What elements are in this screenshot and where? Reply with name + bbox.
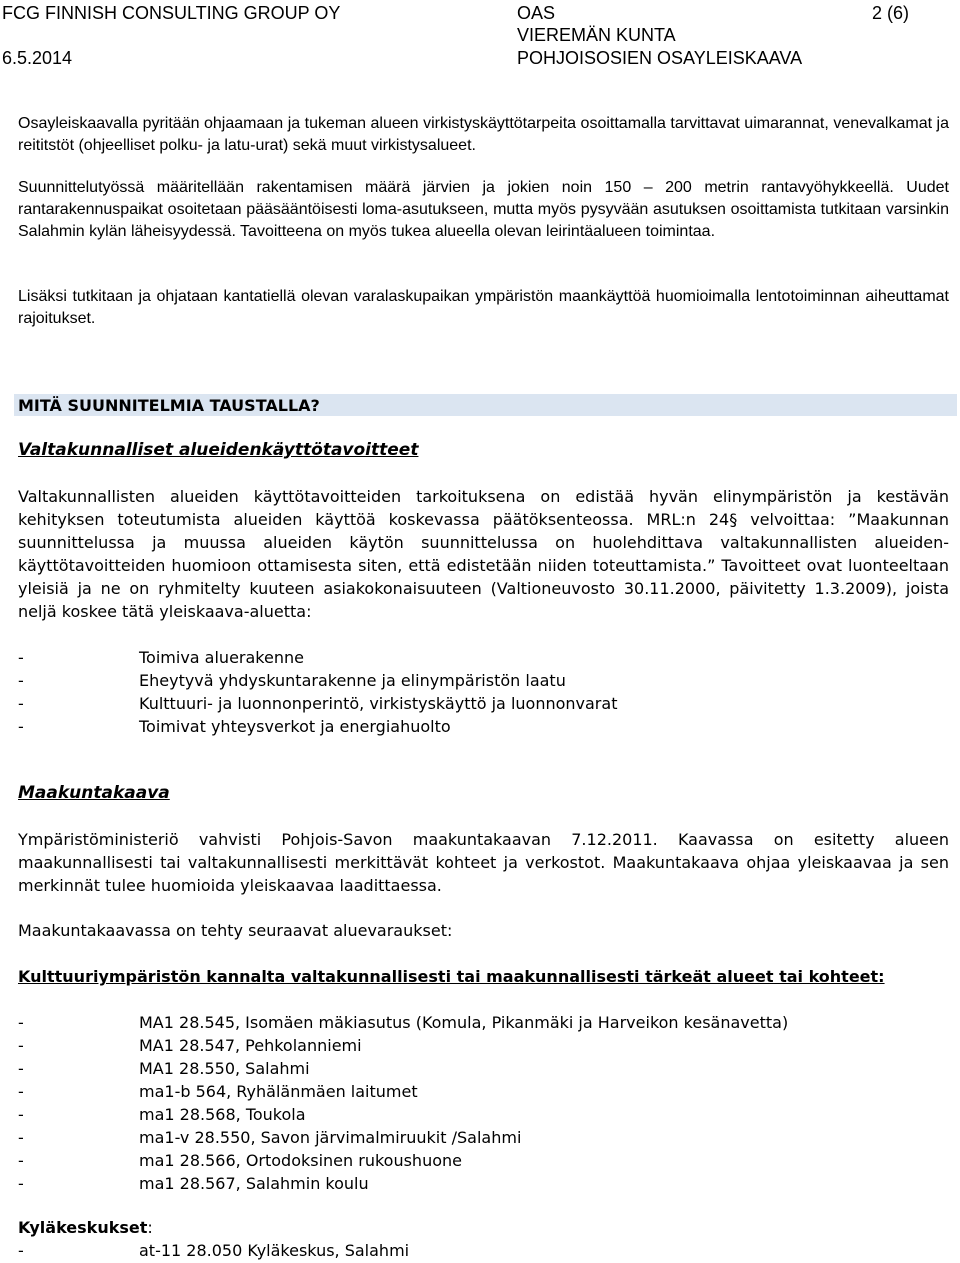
list-dash: - xyxy=(18,1241,24,1260)
village-heading: Kyläkeskukset xyxy=(18,1218,148,1237)
list-item xyxy=(18,1057,949,1080)
list-dash: - xyxy=(18,1151,24,1170)
list-item-text: MA1 28.547, Pehkolanniemi xyxy=(139,1036,362,1055)
list-dash: - xyxy=(18,1128,24,1147)
list-item-text: at-11 28.050 Kyläkeskus, Salahmi xyxy=(139,1241,410,1260)
list-item xyxy=(18,1103,949,1126)
intro-paragraph-1: Osayleiskaavalla pyritään ohjaamaan ja tukeman alueen virkistyskäyttötarpeita osoittamalla tarvittavat uimarannat, venevalkamat ja reititstöt (ohjeelliset polku- ja latu-urat) sekä muut virkistysalueet. xyxy=(18,115,949,154)
list-item-text: ma1 28.567, Salahmin koulu xyxy=(139,1174,369,1193)
village-heading-colon: : xyxy=(147,1218,153,1237)
list-item-text: Kulttuuri- ja luonnonperintö, virkistyskäyttö ja luonnonvarat xyxy=(139,694,618,713)
section-heading: MITÄ SUUNNITELMIA TAUSTALLA? xyxy=(18,396,320,415)
list-dash: - xyxy=(18,694,24,713)
list-item-text: ma1-v 28.550, Savon järvimalmiruukit /Salahmi xyxy=(139,1128,522,1147)
list-item-text: MA1 28.545, Isomäen mäkiasutus (Komula, Pikanmäki ja Harveikon kesänavetta) xyxy=(139,1013,789,1032)
list-item xyxy=(18,1149,949,1172)
village-centre-list xyxy=(18,1239,949,1262)
list-item-text: ma1 28.568, Toukola xyxy=(139,1105,306,1124)
list-dash: - xyxy=(18,1082,24,1101)
list-dash: - xyxy=(18,1174,24,1193)
list-dash: - xyxy=(18,648,24,667)
mk-paragraph-1: Ympäristöministeriö vahvisti Pohjois-Savon maakuntakaavan 7.12.2011. Kaavassa on esitetty alueen maakunnallisesti tai valtakunnallisesti merkittävät kohteet ja verkostot. Maakuntakaava ohjaa yleiskaavaa ja sen merkinnät tulee huomioida yleiskaavaa laadittaessa. xyxy=(18,830,949,895)
list-item xyxy=(18,1239,949,1262)
vat-paragraph: Valtakunnallisten alueiden käyttötavoitteiden tarkoituksena on edistää hyvän elinympäristön ja kestävän kehityksen toteutumista alueiden käyttöä koskevassa päätöksenteossa. MRL:n 24§ velvoittaa: ”Maakunnan suunnittelussa ja muussa alueiden käytön suunnittelussa on huolehdittava valtakunnallisten alueiden-käyttötavoitteiden huomioon ottamisesta siten, että edistetään niiden toteuttamista.” Tavoitteet ovat luonteeltaan yleisiä ja ne on ryhmitelty kuuteen asiakokonaisuuteen (Valtioneuvosto 30.11.2000, päivitetty 1.3.2009), joista neljä koskee tätä yleiskaava-aluetta: xyxy=(18,487,949,621)
list-item xyxy=(18,1080,949,1103)
list-item xyxy=(18,692,949,715)
header-page-number: 2 (6) xyxy=(872,3,910,23)
list-item-text: ma1-b 564, Ryhälänmäen laitumet xyxy=(139,1082,418,1101)
village-heading-line xyxy=(18,1216,949,1239)
list-item xyxy=(18,669,949,692)
header-company: FCG FINNISH CONSULTING GROUP OY xyxy=(2,3,341,23)
section-heading-bar xyxy=(14,394,957,416)
list-dash: - xyxy=(18,717,24,736)
list-item xyxy=(18,1126,949,1149)
vat-goal-list xyxy=(18,646,949,738)
mk-heading: Maakuntakaava xyxy=(18,783,170,803)
list-dash: - xyxy=(18,1105,24,1124)
header-municipality: VIEREMÄN KUNTA xyxy=(517,25,676,45)
list-item xyxy=(18,1034,949,1057)
list-dash: - xyxy=(18,1036,24,1055)
list-item-text: ma1 28.566, Ortodoksinen rukoushuone xyxy=(139,1151,462,1170)
intro-paragraph-3: Lisäksi tutkitaan ja ohjataan kantatiellä olevan varalaskupaikan ympäristön maankäyttöä huomioimalla lentotoiminnan aiheuttamat rajoitukset. xyxy=(18,288,949,327)
list-item xyxy=(18,646,949,669)
list-item-text: Toimivat yhteysverkot ja energiahuolto xyxy=(139,717,451,736)
vat-heading: Valtakunnalliset alueidenkäyttötavoitteet xyxy=(18,440,419,460)
list-item xyxy=(18,1011,949,1034)
header-date: 6.5.2014 xyxy=(2,48,73,68)
list-item-text: MA1 28.550, Salahmi xyxy=(139,1059,310,1078)
mk-paragraph-2: Maakuntakaavassa on tehty seuraavat aluevaraukset: xyxy=(18,921,453,940)
list-item xyxy=(18,1172,949,1195)
list-dash: - xyxy=(18,1059,24,1078)
list-item-text: Eheytyvä yhdyskuntarakenne ja elinympäristön laatu xyxy=(139,671,566,690)
header-plan-name: POHJOISOSIEN OSAYLEISKAAVA xyxy=(517,48,803,68)
list-item xyxy=(18,715,949,738)
header-doc-type: OAS xyxy=(517,3,556,23)
culture-site-list xyxy=(18,1011,949,1195)
list-item-text: Toimiva aluerakenne xyxy=(139,648,304,667)
list-dash: - xyxy=(18,671,24,690)
culture-heading: Kulttuuriympäristön kannalta valtakunnallisesti tai maakunnallisesti tärkeät alueet tai kohteet: xyxy=(18,967,885,986)
list-dash: - xyxy=(18,1013,24,1032)
intro-paragraph-2: Suunnittelutyössä määritellään rakentamisen määrä järvien ja jokien noin 150 – 200 metrin rantavyöhykkeellä. Uudet rantarakennuspaikat osoitetaan pääsääntöisesti loma-asutukseen, mutta myös pysyvään asutuksen osoittamista tutkitaan varsinkin Salahmin kylän läheisyydessä. Tavoitteena on myös tukea alueella olevan leirintäalueen toimintaa. xyxy=(18,179,949,240)
